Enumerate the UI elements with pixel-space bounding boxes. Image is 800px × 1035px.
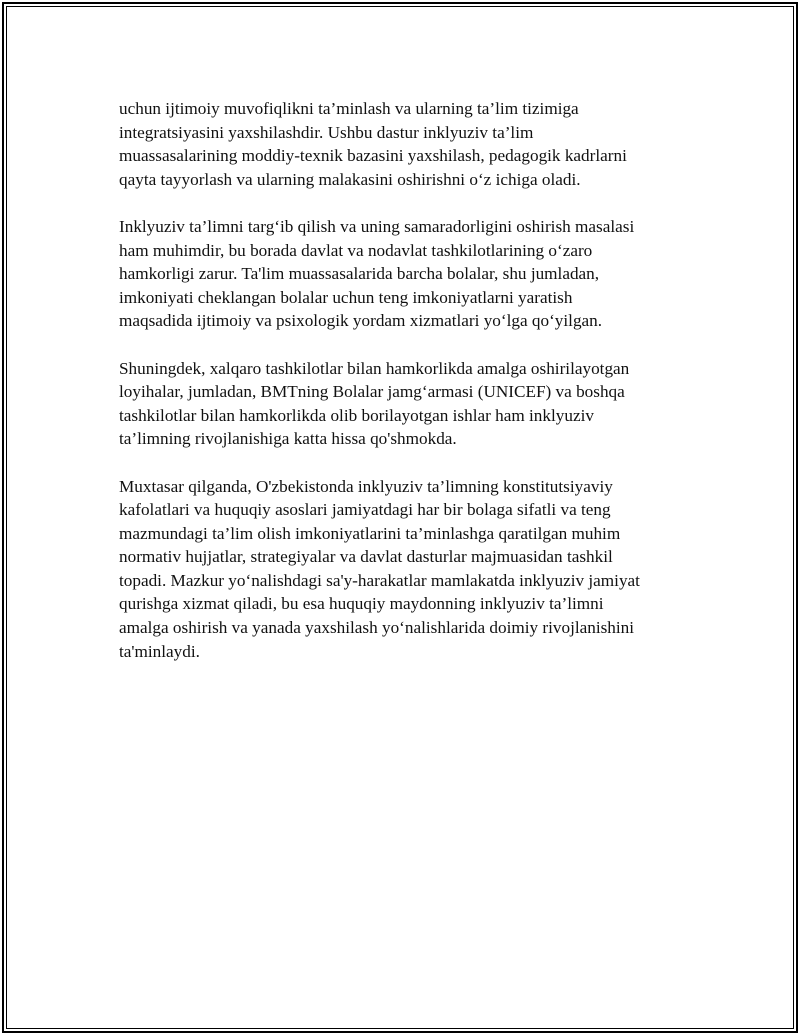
document-body	[119, 97, 694, 687]
text-line: ta'minlaydi.	[119, 641, 200, 661]
text-line: qayta tayyorlash va ularning malakasini oshirishni o‘z ichiga oladi.	[119, 169, 581, 189]
document-page	[2, 2, 798, 1033]
text-line: imkoniyati cheklangan bolalar uchun teng imkoniyatlarni yaratish	[119, 287, 573, 307]
text-line: amalga oshirish va yanada yaxshilash yo‘nalishlarida doimiy rivojlanishini	[119, 618, 635, 638]
text-line: loyihalar, jumladan, BMTning Bolalar jamg‘armasi (UNICEF) va boshqa	[119, 382, 625, 402]
text-line: ta’limning rivojlanishiga katta hissa qo'shmokda.	[119, 429, 457, 449]
paragraph-2	[119, 215, 694, 333]
text-line: integratsiyasini yaxshilashdir. Ushbu dastur inklyuziv ta’lim	[119, 122, 534, 142]
text-line: kafolatlari va huquqiy asoslari jamiyatdagi har bir bolaga sifatli va teng	[119, 500, 611, 520]
text-line: Shuningdek, xalqaro tashkilotlar bilan hamkorlikda amalga oshirilayotgan	[119, 358, 630, 378]
text-line: ham muhimdir, bu borada davlat va nodavlat tashkilotlarining o‘zaro	[119, 240, 593, 260]
text-line: uchun ijtimoiy muvofiqlikni ta’minlash va ularning ta’lim tizimiga	[119, 99, 579, 118]
text-line: normativ hujjatlar, strategiyalar va davlat dasturlar majmuasidan tashkil	[119, 547, 613, 567]
paragraph-4	[119, 475, 694, 664]
text-line: maqsadida ijtimoiy va psixologik yordam xizmatlari yo‘lga qo‘yilgan.	[119, 311, 603, 331]
text-line: mazmundagi ta’lim olish imkoniyatlarini ta’minlashga qaratilgan muhim	[119, 523, 621, 543]
text-line: hamkorligi zarur. Ta'lim muassasalarida barcha bolalar, shu jumladan,	[119, 264, 600, 284]
text-line: muassasalarining moddiy-texnik bazasini yaxshilash, pedagogik kadrlarni	[119, 146, 627, 166]
text-line: Inklyuziv ta’limni targ‘ib qilish va uning samaradorligini oshirish masalasi	[119, 216, 635, 236]
text-line: tashkilotlar bilan hamkorlikda olib borilayotgan ishlar ham inklyuziv	[119, 405, 594, 425]
text-line: topadi. Mazkur yo‘nalishdagi sa'y-harakatlar mamlakatda inklyuziv jamiyat	[119, 570, 640, 590]
paragraph-3	[119, 357, 694, 451]
text-line: qurishga xizmat qiladi, bu esa huquqiy maydonning inklyuziv ta’limni	[119, 594, 604, 614]
paragraph-1	[119, 97, 694, 191]
text-line: Muxtasar qilganda, O'zbekistonda inklyuziv ta’limning konstitutsiyaviy	[119, 476, 613, 496]
